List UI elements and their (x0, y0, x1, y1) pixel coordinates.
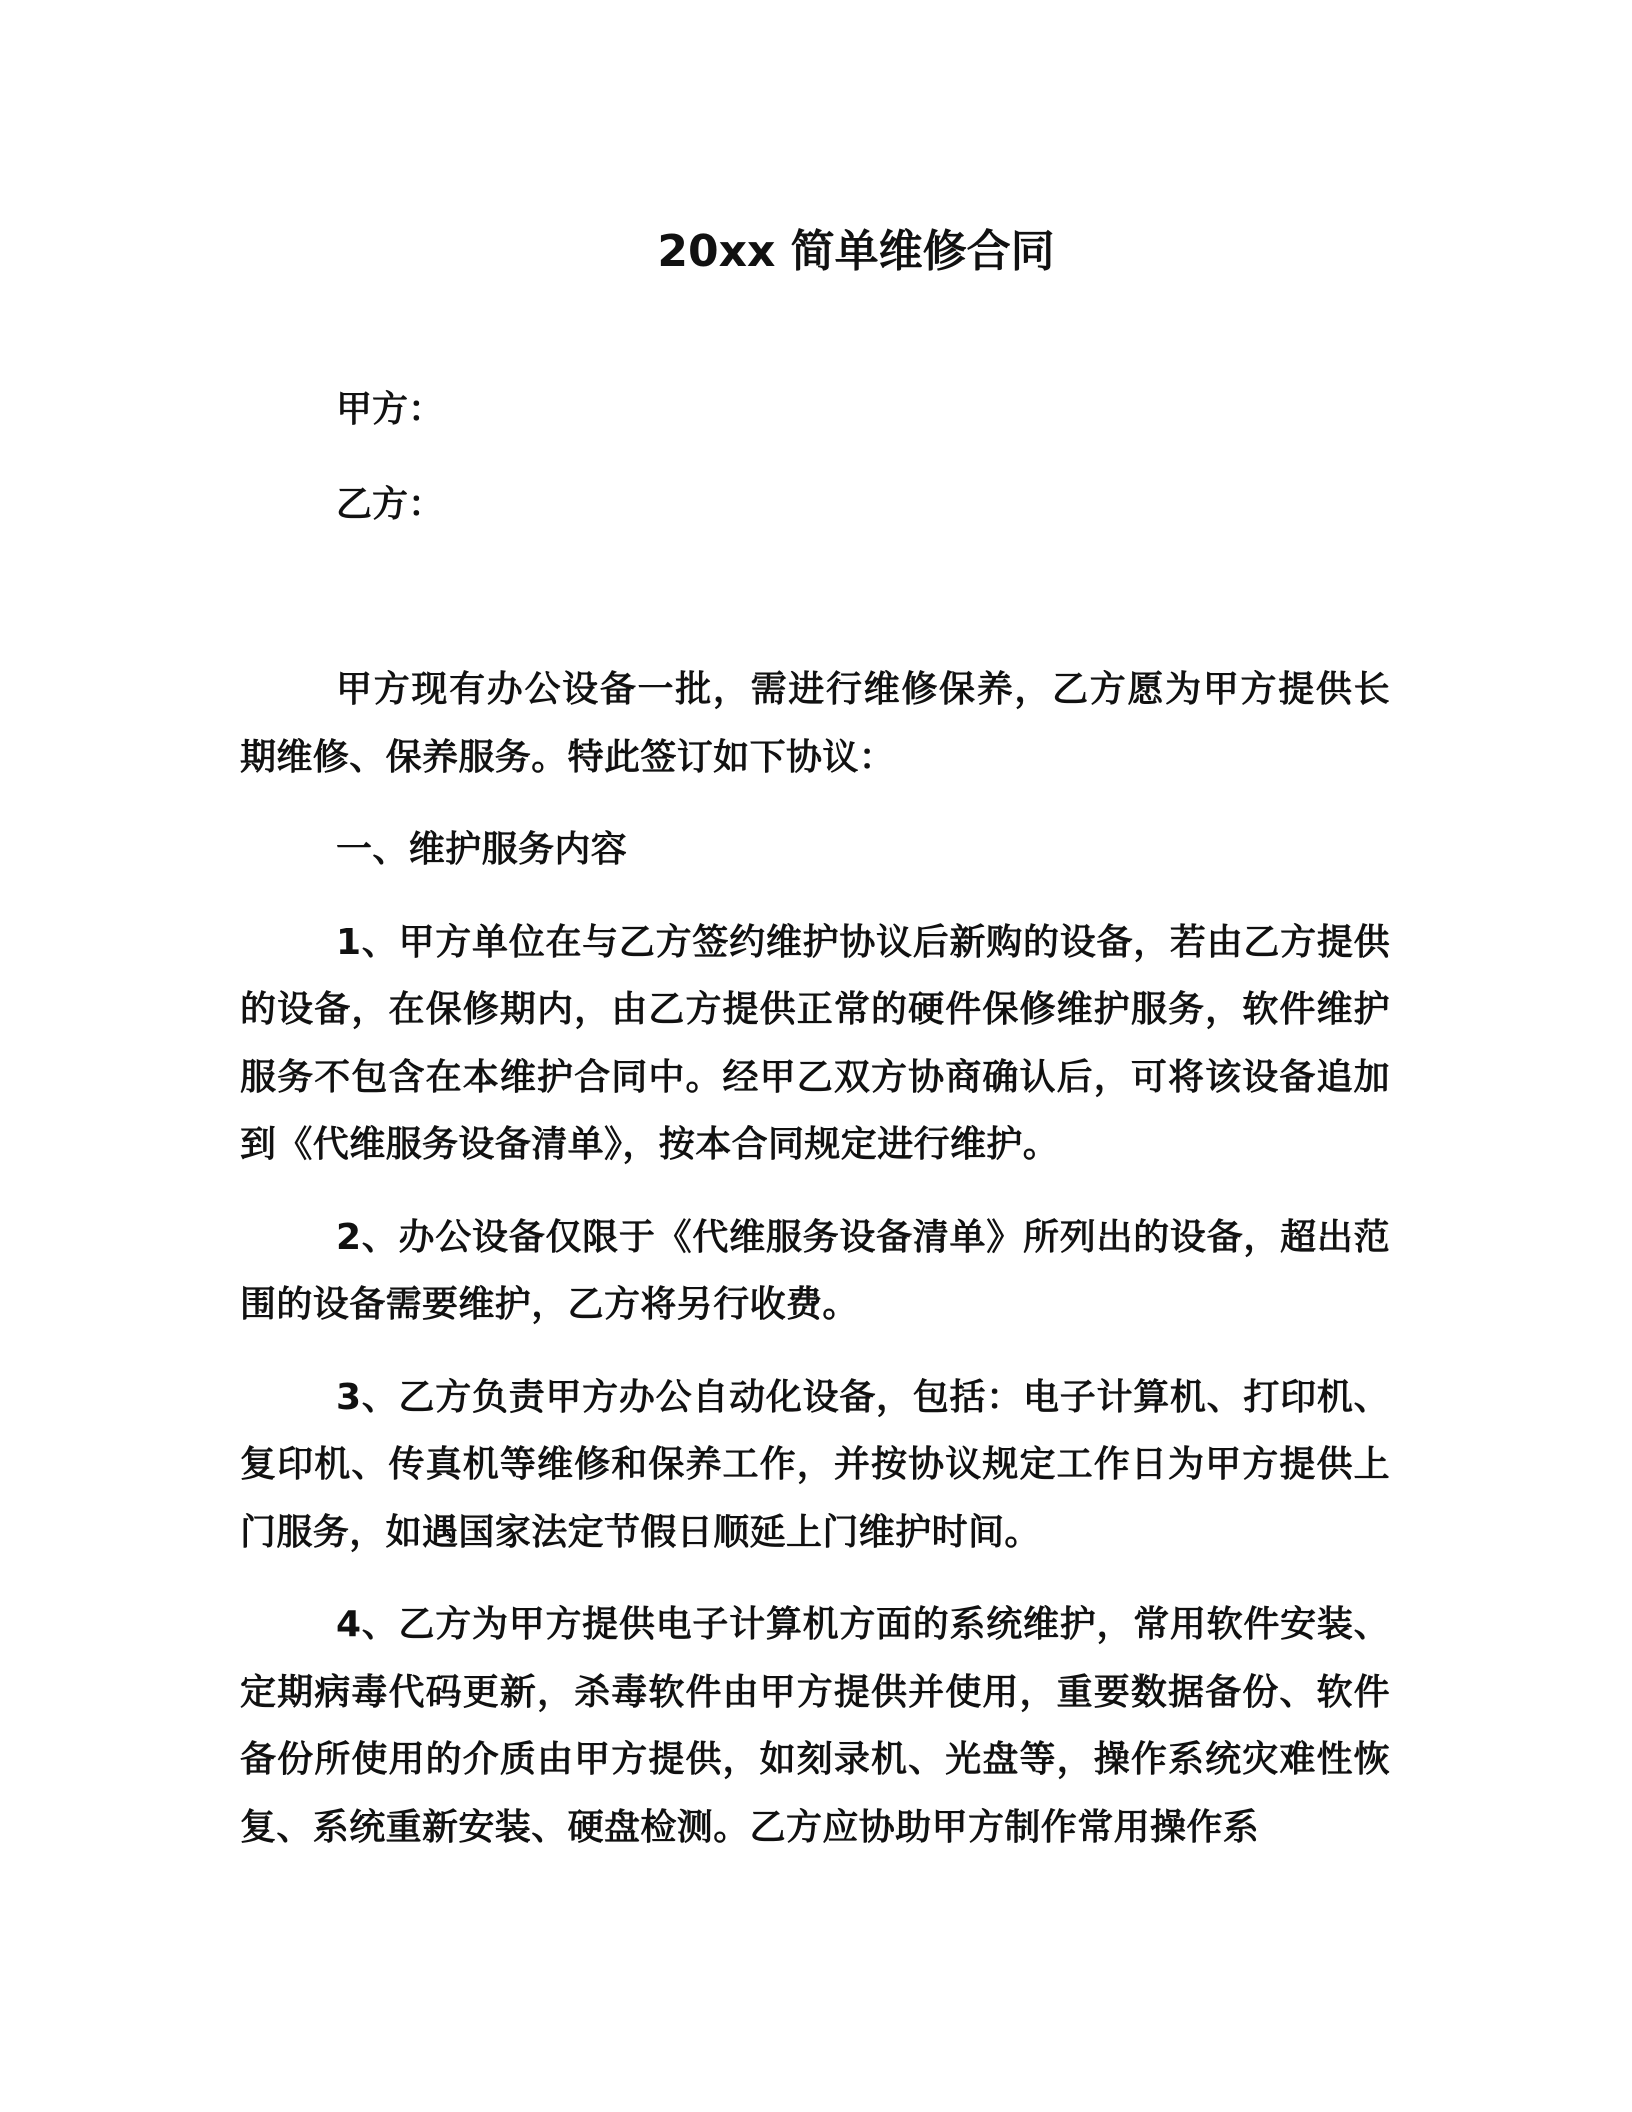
clause-3-paragraph: 3、乙方负责甲方办公自动化设备，包括：电子计算机、打印机、复印机、传真机等维修和保养工作，并按协议规定工作日为甲方提供上门服务，如遇国家法定节假日顺延上门维护时间。 (240, 1376, 1390, 1553)
party-a-label: 甲方： (336, 389, 445, 430)
clause-4-paragraph: 4、乙方为甲方提供电子计算机方面的系统维护，常用软件安装、定期病毒代码更新，杀毒软件由甲方提供并使用，重要数据备份、软件备份所使用的介质由甲方提供，如刻录机、光盘等，操作系统灾难性恢复、系统重新安装、硬盘检测。乙方应协助甲方制作常用操作系 (240, 1604, 1390, 1848)
clause-2-paragraph: 2、办公设备仅限于《代维服务设备清单》所列出的设备，超出范围的设备需要维护，乙方将另行收费。 (240, 1216, 1390, 1325)
contract-body (240, 656, 1390, 1886)
intro-paragraph: 甲方现有办公设备一批，需进行维修保养，乙方愿为甲方提供长期维修、保养服务。特此签订如下协议： (240, 669, 1390, 778)
document-title: 20xx 简单维修合同 (657, 226, 1055, 277)
section-heading-maintenance-content: 一、维护服务内容 (336, 829, 628, 870)
party-b-label: 乙方： (336, 484, 445, 525)
clause-1-paragraph: 1、甲方单位在与乙方签约维护协议后新购的设备，若由乙方提供的设备，在保修期内，由乙方提供正常的硬件保修维护服务，软件维护服务不包含在本维护合同中。经甲乙双方协商确认后，可将该设备追加到《代维服务设备清单》，按本合同规定进行维护。 (240, 921, 1390, 1165)
